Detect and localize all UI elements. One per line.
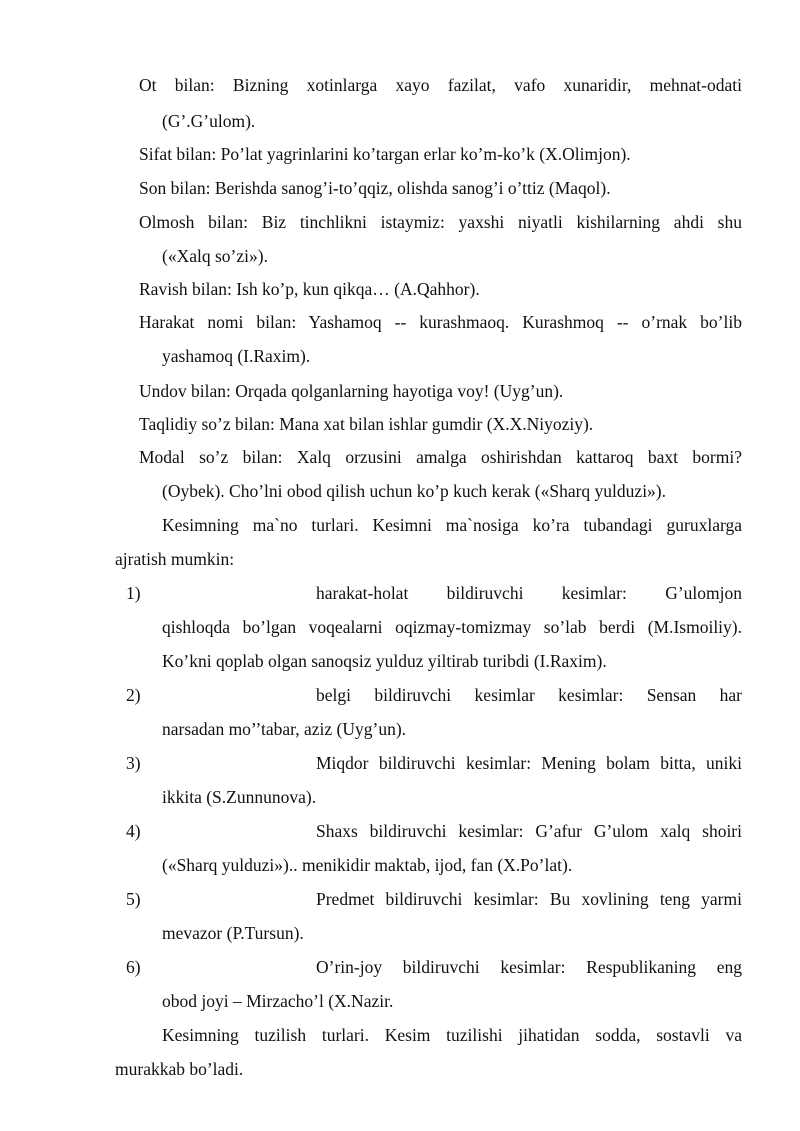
paragraph-structure-types-line2: murakkab bo’ladi.: [115, 1059, 244, 1079]
example-taqlidiy: Taqlidiy so’z bilan: Mana xat bilan ishlar gumdir (X.X.Niyoziy).: [139, 414, 594, 434]
list-item-1-line1: harakat-holat bildiruvchi kesimlar: G’ulomjon: [316, 583, 742, 603]
paragraph-structure-types-line1: Kesimning tuzilish turlari. Kesim tuzilishi jihatidan sodda, sostavli va: [162, 1025, 742, 1045]
example-modal-line2: (Oybek). Cho’lni obod qilish uchun ko’p kuch kerak («Sharq yulduzi»).: [162, 481, 667, 501]
example-modal-line1: Modal so’z bilan: Xalq orzusini amalga oshirishdan kattaroq baxt bormi?: [139, 447, 742, 467]
list-item-3-line1: Miqdor bildiruvchi kesimlar: Mening bolam bitta, uniki: [316, 753, 742, 773]
list-item-5-line2: mevazor (P.Tursun).: [162, 923, 304, 943]
example-ravish: Ravish bilan: Ish ko’p, kun qikqa… (A.Qahhor).: [139, 279, 480, 299]
paragraph-meaning-types-line1: Kesimning ma`no turlari. Kesimni ma`nosiga ko’ra tubandagi guruxlarga: [162, 515, 742, 535]
list-number: 4): [126, 821, 141, 841]
paragraph-meaning-types-line2: ajratish mumkin:: [115, 549, 235, 569]
list-item-4-line2: («Sharq yulduzi»).. menikidir maktab, ijod, fan (X.Po’lat).: [162, 855, 573, 875]
list-item-1-line2: qishloqda bo’lgan voqealarni oqizmay-tomizmay so’lab berdi (M.Ismoiliy).: [162, 617, 742, 637]
list-item-1-line3: Ko’kni qoplab olgan sanoqsiz yulduz yiltirab turibdi (I.Raxim).: [162, 651, 607, 671]
list-number: 5): [126, 889, 141, 909]
example-undov: Undov bilan: Orqada qolganlarning hayotiga voy! (Uyg’un).: [139, 381, 564, 401]
example-harakat-line2: yashamoq (I.Raxim).: [162, 346, 311, 366]
list-item-6-line2: obod joyi – Mirzacho’l (X.Nazir.: [162, 991, 394, 1011]
list-number: 3): [126, 753, 141, 773]
list-number: 6): [126, 957, 141, 977]
example-ot-line1: Ot bilan: Bizning xotinlarga xayo fazilat, vafo xunaridir, mehnat-odati: [139, 75, 742, 95]
example-sifat: Sifat bilan: Po’lat yagrinlarini ko’targan erlar ko’m-ko’k (X.Olimjon).: [139, 144, 631, 164]
list-item-2-line1: belgi bildiruvchi kesimlar kesimlar: Sensan har: [316, 685, 742, 705]
list-item-6-line1: O’rin-joy bildiruvchi kesimlar: Respublikaning eng: [316, 957, 742, 977]
list-number: 2): [126, 685, 141, 705]
example-harakat-line1: Harakat nomi bilan: Yashamoq -- kurashmaoq. Kurashmoq -- o’rnak bo’lib: [139, 312, 742, 332]
list-item-3-line2: ikkita (S.Zunnunova).: [162, 787, 317, 807]
list-item-5-line1: Predmet bildiruvchi kesimlar: Bu xovlining teng yarmi: [316, 889, 742, 909]
example-olmosh-line2: («Xalq so’zi»).: [162, 246, 268, 266]
example-ot-line2: (G’.G’ulom).: [162, 111, 256, 131]
example-olmosh-line1: Olmosh bilan: Biz tinchlikni istaymiz: yaxshi niyatli kishilarning ahdi shu: [139, 212, 742, 232]
list-number: 1): [126, 583, 141, 603]
list-item-2-line2: narsadan mo’’tabar, aziz (Uyg’un).: [162, 719, 407, 739]
example-son: Son bilan: Berishda sanog’i-to’qqiz, olishda sanog’i o’ttiz (Maqol).: [139, 178, 611, 198]
list-item-4-line1: Shaxs bildiruvchi kesimlar: G’afur G’ulom xalq shoiri: [316, 821, 742, 841]
